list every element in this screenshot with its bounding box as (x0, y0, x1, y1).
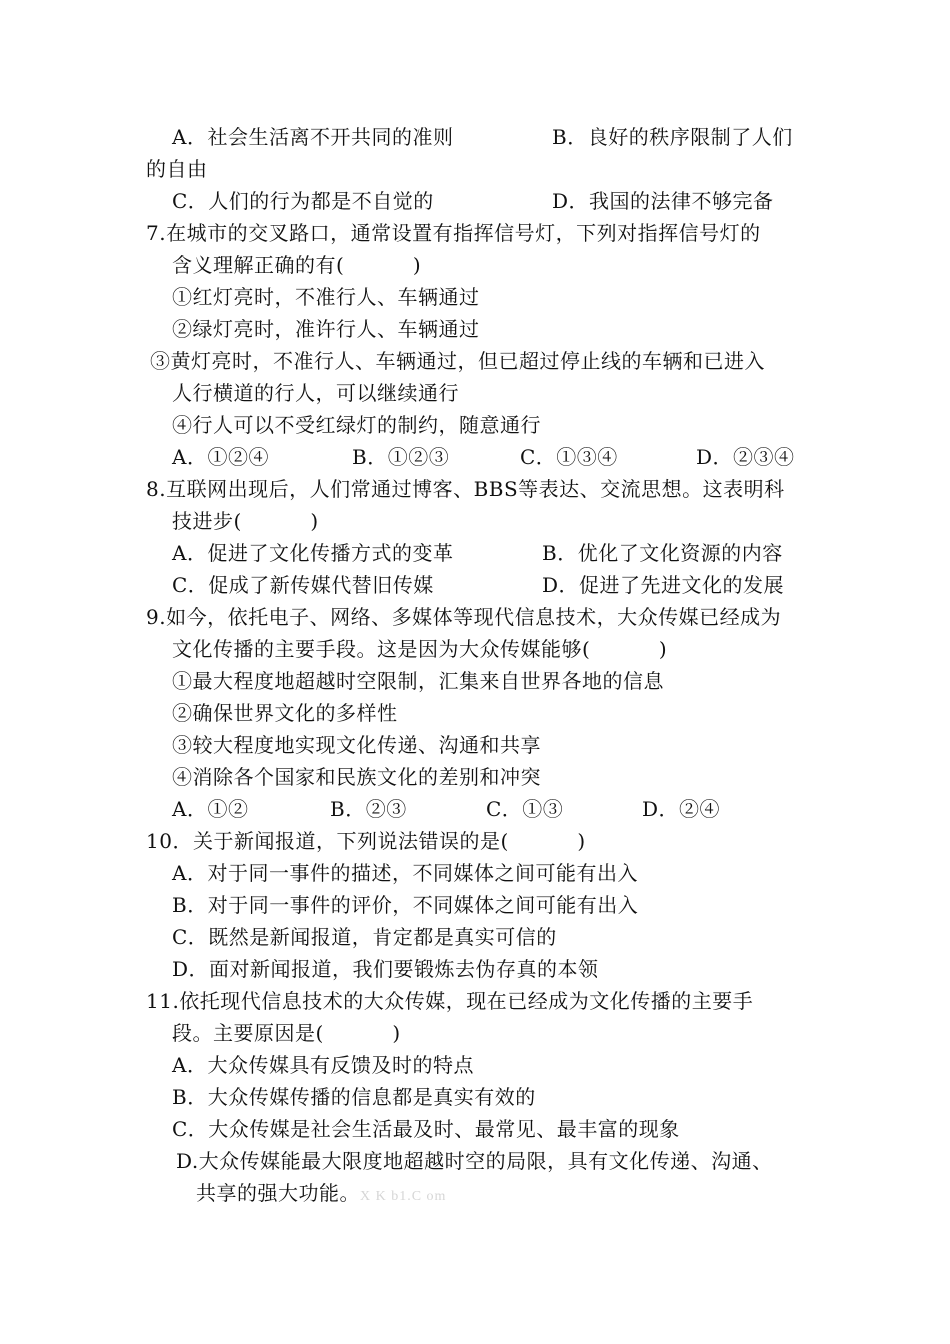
q8-option-c: C．促成了新传媒代替旧传媒 (172, 573, 434, 597)
q7-item-3-continued: 人行横道的行人，可以继续通行 (172, 381, 459, 405)
q6-option-b-continued: 的自由 (146, 157, 208, 181)
q7-option-c: C．①③④ (520, 445, 618, 469)
q10-option-c: C．既然是新闻报道，肯定都是真实可信的 (172, 925, 557, 949)
q9-stem-continued: 文化传播的主要手段。这是因为大众传媒能够( ) (172, 637, 668, 661)
q9-item-4: ④消除各个国家和民族文化的差别和冲突 (172, 765, 541, 789)
q10-option-b: B．对于同一事件的评价，不同媒体之间可能有出入 (172, 893, 639, 917)
q6-option-a: A．社会生活离不开共同的准则 (172, 125, 454, 149)
q9-item-3: ③较大程度地实现文化传递、沟通和共享 (172, 733, 541, 757)
q10-stem: 10．关于新闻报道，下列说法错误的是( ) (146, 829, 586, 853)
q11-stem-continued: 段。主要原因是( ) (172, 1021, 401, 1045)
q10-option-d: D．面对新闻报道，我们要锻炼去伪存真的本领 (172, 957, 599, 981)
q7-option-d: D．②③④ (696, 445, 795, 469)
q7-item-3: ③黄灯亮时，不准行人、车辆通过，但已超过停止线的车辆和已进入 (150, 349, 765, 373)
q9-item-1: ①最大程度地超越时空限制，汇集来自世界各地的信息 (172, 669, 664, 693)
q8-option-a: A．促进了文化传播方式的变革 (172, 541, 454, 565)
q11-stem: 11.依托现代信息技术的大众传媒，现在已经成为文化传播的主要手 (146, 989, 754, 1013)
q8-option-b: B．优化了文化资源的内容 (542, 541, 783, 565)
watermark: X K b1.C om (360, 1189, 447, 1204)
q11-option-d-end: 共享的强大功能。 (196, 1181, 360, 1205)
q7-option-a: A．①②④ (172, 445, 269, 469)
q8-stem: 8.互联网出现后，人们常通过博客、BBS等表达、交流思想。这表明科 (146, 477, 785, 501)
q9-option-b: B．②③ (330, 797, 407, 821)
q11-option-b: B．大众传媒传播的信息都是真实有效的 (172, 1085, 536, 1109)
q7-option-b: B．①②③ (352, 445, 450, 469)
q8-stem-continued: 技进步( ) (172, 509, 319, 533)
q11-option-d-continued (196, 1181, 446, 1209)
q11-option-a: A．大众传媒具有反馈及时的特点 (172, 1053, 474, 1077)
q6-option-c: C．人们的行为都是不自觉的 (172, 189, 434, 213)
q7-item-4: ④行人可以不受红绿灯的制约，随意通行 (172, 413, 541, 437)
q6-option-d: D．我国的法律不够完备 (552, 189, 774, 213)
q8-option-d: D．促进了先进文化的发展 (542, 573, 785, 597)
q9-option-d: D．②④ (642, 797, 721, 821)
q7-stem: 7.在城市的交叉路口，通常设置有指挥信号灯，下列对指挥信号灯的 (146, 221, 761, 245)
q9-option-c: C．①③ (486, 797, 564, 821)
q6-option-b: B．良好的秩序限制了人们 (552, 125, 793, 149)
q7-item-1: ①红灯亮时，不准行人、车辆通过 (172, 285, 480, 309)
q11-option-c: C．大众传媒是社会生活最及时、最常见、最丰富的现象 (172, 1117, 680, 1141)
q9-stem: 9.如今，依托电子、网络、多媒体等现代信息技术，大众传媒已经成为 (146, 605, 782, 629)
q9-option-a: A．①② (172, 797, 249, 821)
q7-item-2: ②绿灯亮时，准许行人、车辆通过 (172, 317, 480, 341)
q7-stem-continued: 含义理解正确的有( ) (172, 253, 422, 277)
q10-option-a: A．对于同一事件的描述，不同媒体之间可能有出入 (172, 861, 638, 885)
q9-item-2: ②确保世界文化的多样性 (172, 701, 398, 725)
q11-option-d: D.大众传媒能最大限度地超越时空的局限，具有文化传递、沟通、 (176, 1149, 773, 1173)
